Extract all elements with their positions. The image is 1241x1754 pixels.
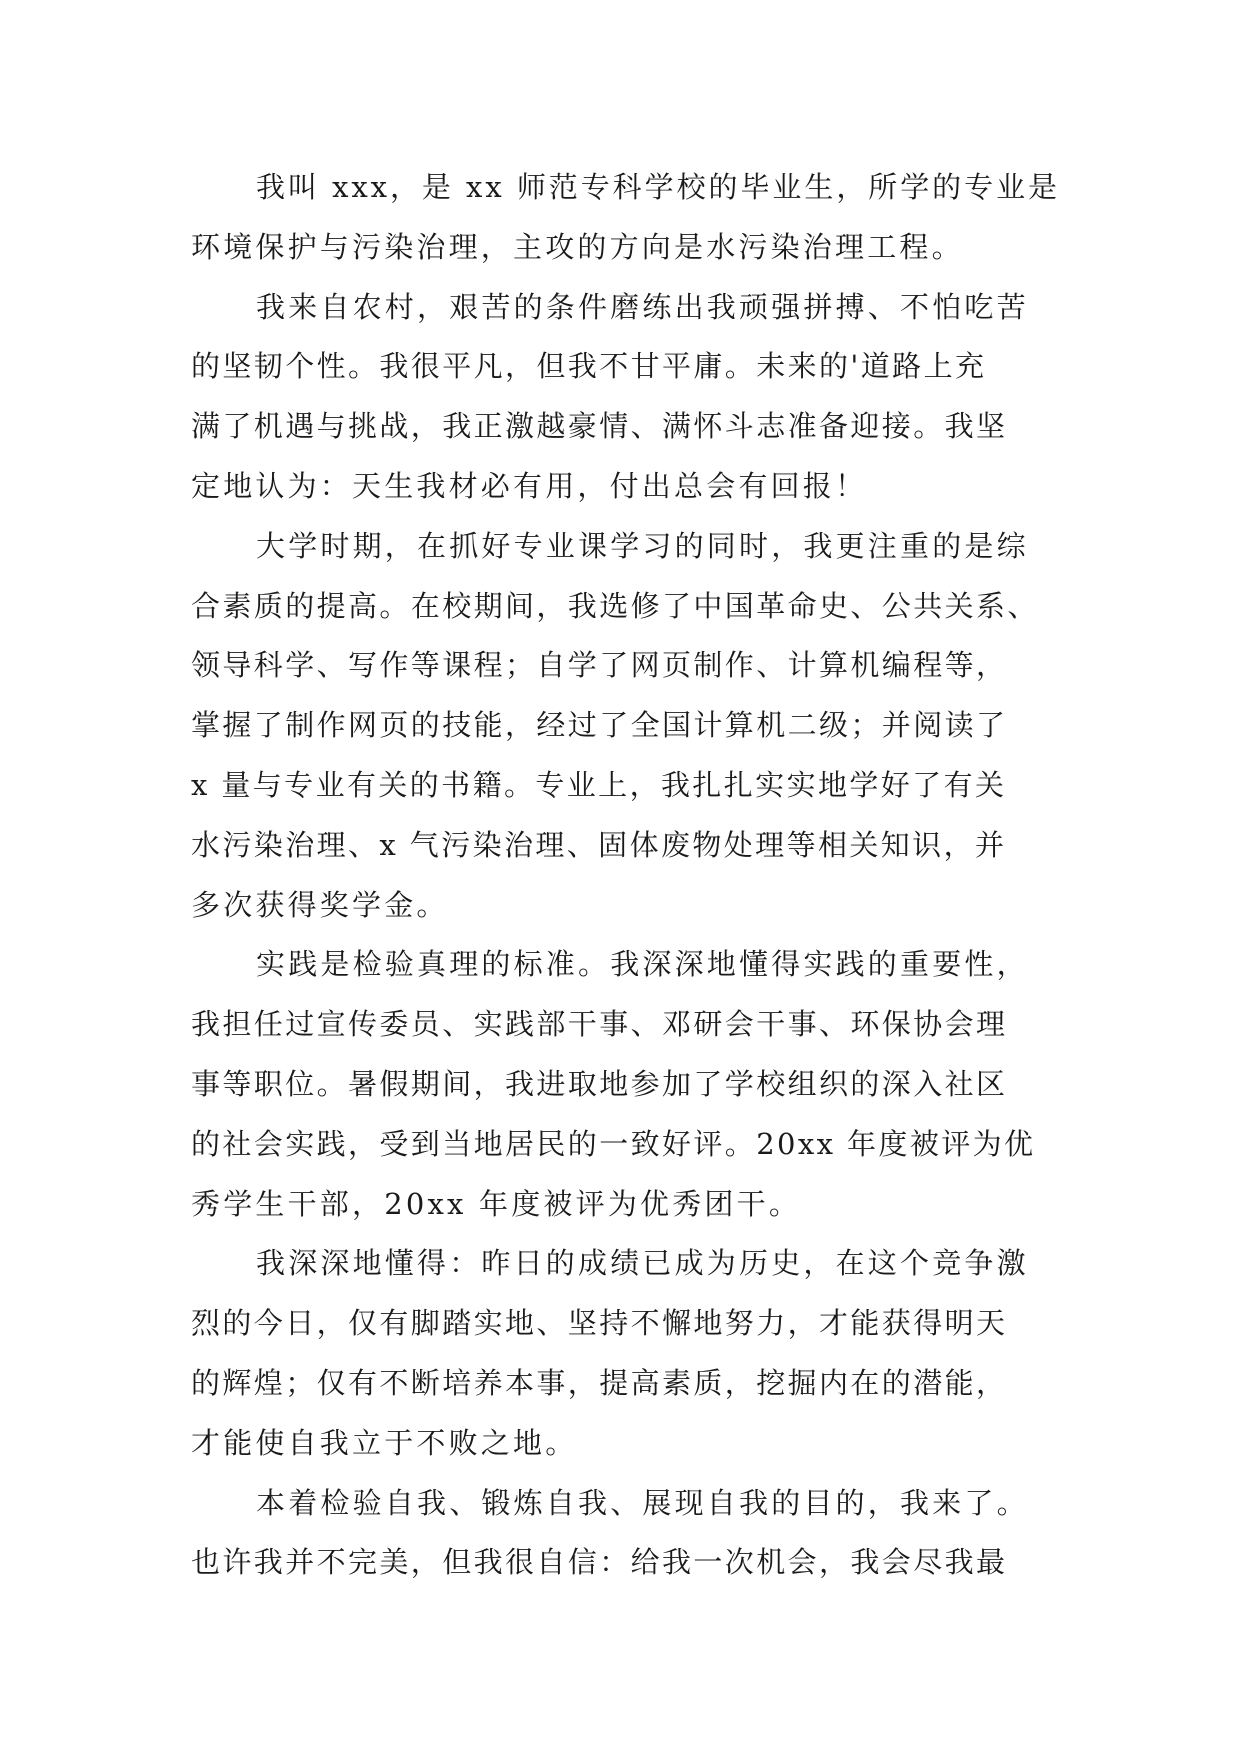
- text-line: 本着检验自我、锻炼自我、展现自我的目的，我来了。: [256, 1485, 1029, 1520]
- text-line: 才能使自我立于不败之地。: [191, 1425, 578, 1460]
- text-line: 定地认为：天生我材必有用，付出总会有回报！: [191, 468, 868, 503]
- text-line: 也许我并不完美，但我很自信：给我一次机会，我会尽我最: [191, 1545, 1008, 1580]
- text-line: 我来自农村，艰苦的条件磨练出我顽强拼搏、不怕吃苦: [256, 289, 1029, 324]
- text-line: 烈的今日，仅有脚踏实地、坚持不懈地努力，才能获得明天: [191, 1306, 1008, 1341]
- text-line: 秀学生干部，20xx 年度被评为优秀团干。: [191, 1186, 802, 1221]
- text-line: 掌握了制作网页的技能，经过了全国计算机二级；并阅读了: [191, 708, 1008, 743]
- text-line: 事等职位。暑假期间，我进取地参加了学校组织的深入社区: [191, 1066, 1008, 1101]
- text-line: 的坚韧个性。我很平凡，但我不甘平庸。未来的'道路上充: [191, 349, 987, 384]
- text-line: 我叫 xxx，是 xx 师范专科学校的毕业生，所学的专业是: [256, 170, 1060, 204]
- text-line: 领导科学、写作等课程；自学了网页制作、计算机编程等，: [191, 648, 1008, 683]
- text-line: 我担任过宣传委员、实践部干事、邓研会干事、环保协会理: [191, 1007, 1008, 1042]
- document-body: [191, 158, 1061, 1593]
- text-line: 大学时期，在抓好专业课学习的同时，我更注重的是综: [256, 528, 1029, 563]
- text-line: 多次获得奖学金。: [191, 887, 449, 922]
- text-line: 我深深地懂得：昨日的成绩已成为历史，在这个竞争激: [256, 1246, 1029, 1281]
- text-line: 水污染治理、x 气污染治理、固体废物处理等相关知识，并: [191, 827, 1007, 862]
- text-line: x 量与专业有关的书籍。专业上，我扎扎实实地学好了有关: [191, 767, 1007, 802]
- text-line: 的辉煌；仅有不断培养本事，提高素质，挖掘内在的潜能，: [191, 1365, 1008, 1400]
- text-line: 环境保护与污染治理，主攻的方向是水污染治理工程。: [191, 229, 964, 264]
- text-line: 合素质的提高。在校期间，我选修了中国革命史、公共关系、: [191, 588, 1039, 623]
- text-line: 满了机遇与挑战，我正激越豪情、满怀斗志准备迎接。我坚: [191, 409, 1008, 444]
- text-line: 实践是检验真理的标准。我深深地懂得实践的重要性，: [256, 947, 1029, 982]
- text-line: 的社会实践，受到当地居民的一致好评。20xx 年度被评为优: [191, 1126, 1036, 1161]
